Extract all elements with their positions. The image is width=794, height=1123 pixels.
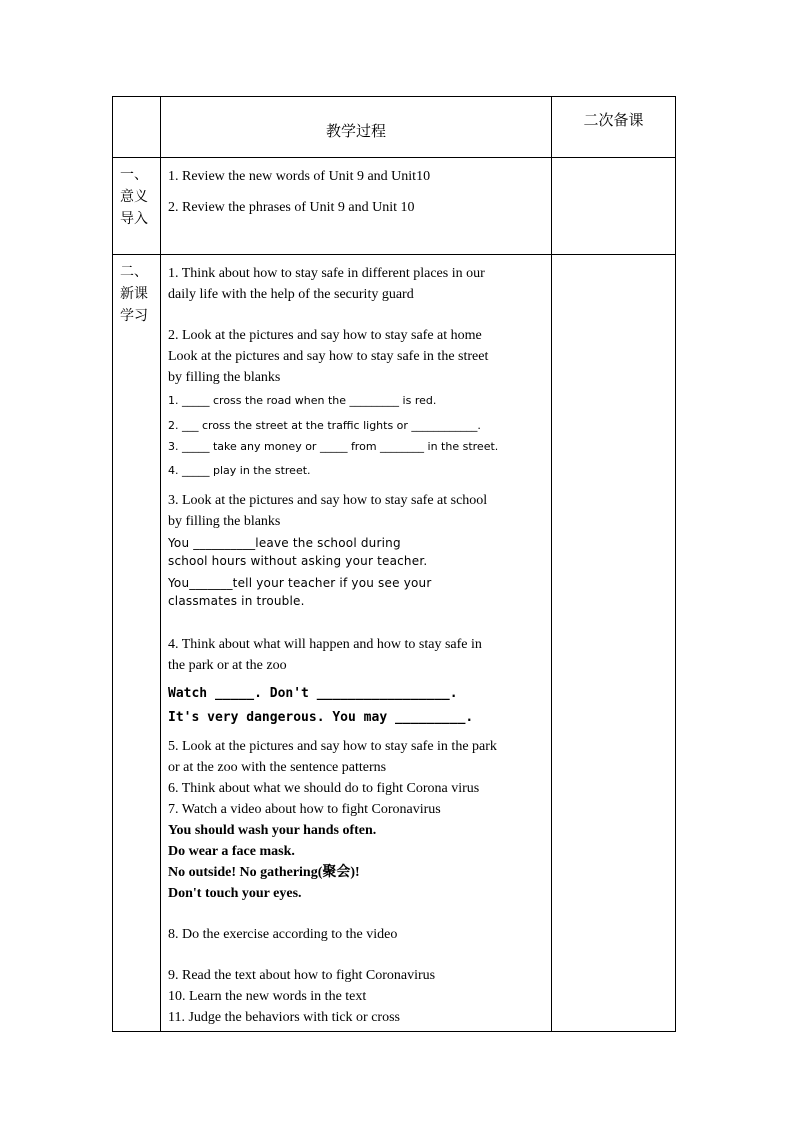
- fill-blank-sentence: 2. ___ cross the street at the traffic lights or ____________.: [168, 419, 481, 432]
- fill-blank-sentence: You __________leave the school during: [168, 536, 401, 550]
- key-sentence: No outside! No gathering(聚会)!: [168, 865, 360, 880]
- step-line: the park or at the zoo: [168, 658, 287, 673]
- fill-blank-sentence: 1. _____ cross the road when the _________ is red.: [168, 394, 437, 407]
- step-line: 6. Think about what we should do to fight Corona virus: [168, 781, 480, 796]
- step-line: by filling the blanks: [168, 370, 281, 385]
- step-line: 5. Look at the pictures and say how to stay safe in the park: [168, 739, 497, 754]
- step-line: by filling the blanks: [168, 514, 281, 529]
- section-intro-notes: [552, 158, 676, 255]
- step-line: 1. Think about how to stay safe in different places in our: [168, 266, 485, 281]
- step-line: 3. Look at the pictures and say how to stay safe at school: [168, 493, 488, 508]
- fill-blank-sentence: 4. _____ play in the street.: [168, 464, 311, 477]
- section-new-learning-content: [161, 255, 552, 1032]
- fill-blank-sentence: school hours without asking your teacher.: [168, 554, 428, 568]
- step-line: 10. Learn the new words in the text: [168, 989, 367, 1004]
- section-intro-label: 一、 意义 导入: [113, 158, 161, 255]
- step-line: daily life with the help of the security guard: [168, 287, 414, 302]
- intro-item: 1. Review the new words of Unit 9 and Unit10: [168, 169, 431, 184]
- step-line: 8. Do the exercise according to the video: [168, 927, 398, 942]
- step-line: 2. Look at the pictures and say how to stay safe at home: [168, 328, 482, 343]
- step-line: 9. Read the text about how to fight Coronavirus: [168, 968, 436, 983]
- fill-blank-sentence: You_______tell your teacher if you see your: [168, 576, 432, 590]
- header-second-preparation: 二次备课: [552, 97, 676, 158]
- lesson-plan-table: [112, 96, 676, 1032]
- header-row: [113, 97, 676, 158]
- step-line: or at the zoo with the sentence patterns: [168, 760, 387, 775]
- key-sentence: Don't touch your eyes.: [168, 886, 302, 901]
- header-teaching-process: 教学过程: [161, 97, 552, 158]
- step-line: Look at the pictures and say how to stay safe in the street: [168, 349, 489, 364]
- header-cell-empty: [113, 97, 161, 158]
- intro-item: 2. Review the phrases of Unit 9 and Unit 10: [168, 200, 415, 215]
- fill-blank-sentence: Watch _____. Don't _________________.: [168, 686, 458, 701]
- fill-blank-sentence: classmates in trouble.: [168, 594, 305, 608]
- step-line: 7. Watch a video about how to fight Coronavirus: [168, 802, 441, 817]
- key-sentence: Do wear a face mask.: [168, 844, 295, 859]
- step-line: 4. Think about what will happen and how to stay safe in: [168, 637, 482, 652]
- section-new-learning-row: [113, 255, 676, 1032]
- section-intro-row: [113, 158, 676, 255]
- key-sentence: You should wash your hands often.: [168, 823, 377, 838]
- section-new-learning-label: 二、 新课 学习: [113, 255, 161, 1032]
- fill-blank-sentence: It's very dangerous. You may _________.: [168, 710, 474, 725]
- section-intro-content: [161, 158, 552, 255]
- fill-blank-sentence: 3. _____ take any money or _____ from ________ in the street.: [168, 440, 499, 453]
- section-new-learning-notes: [552, 255, 676, 1032]
- step-line: 11. Judge the behaviors with tick or cross: [168, 1010, 400, 1025]
